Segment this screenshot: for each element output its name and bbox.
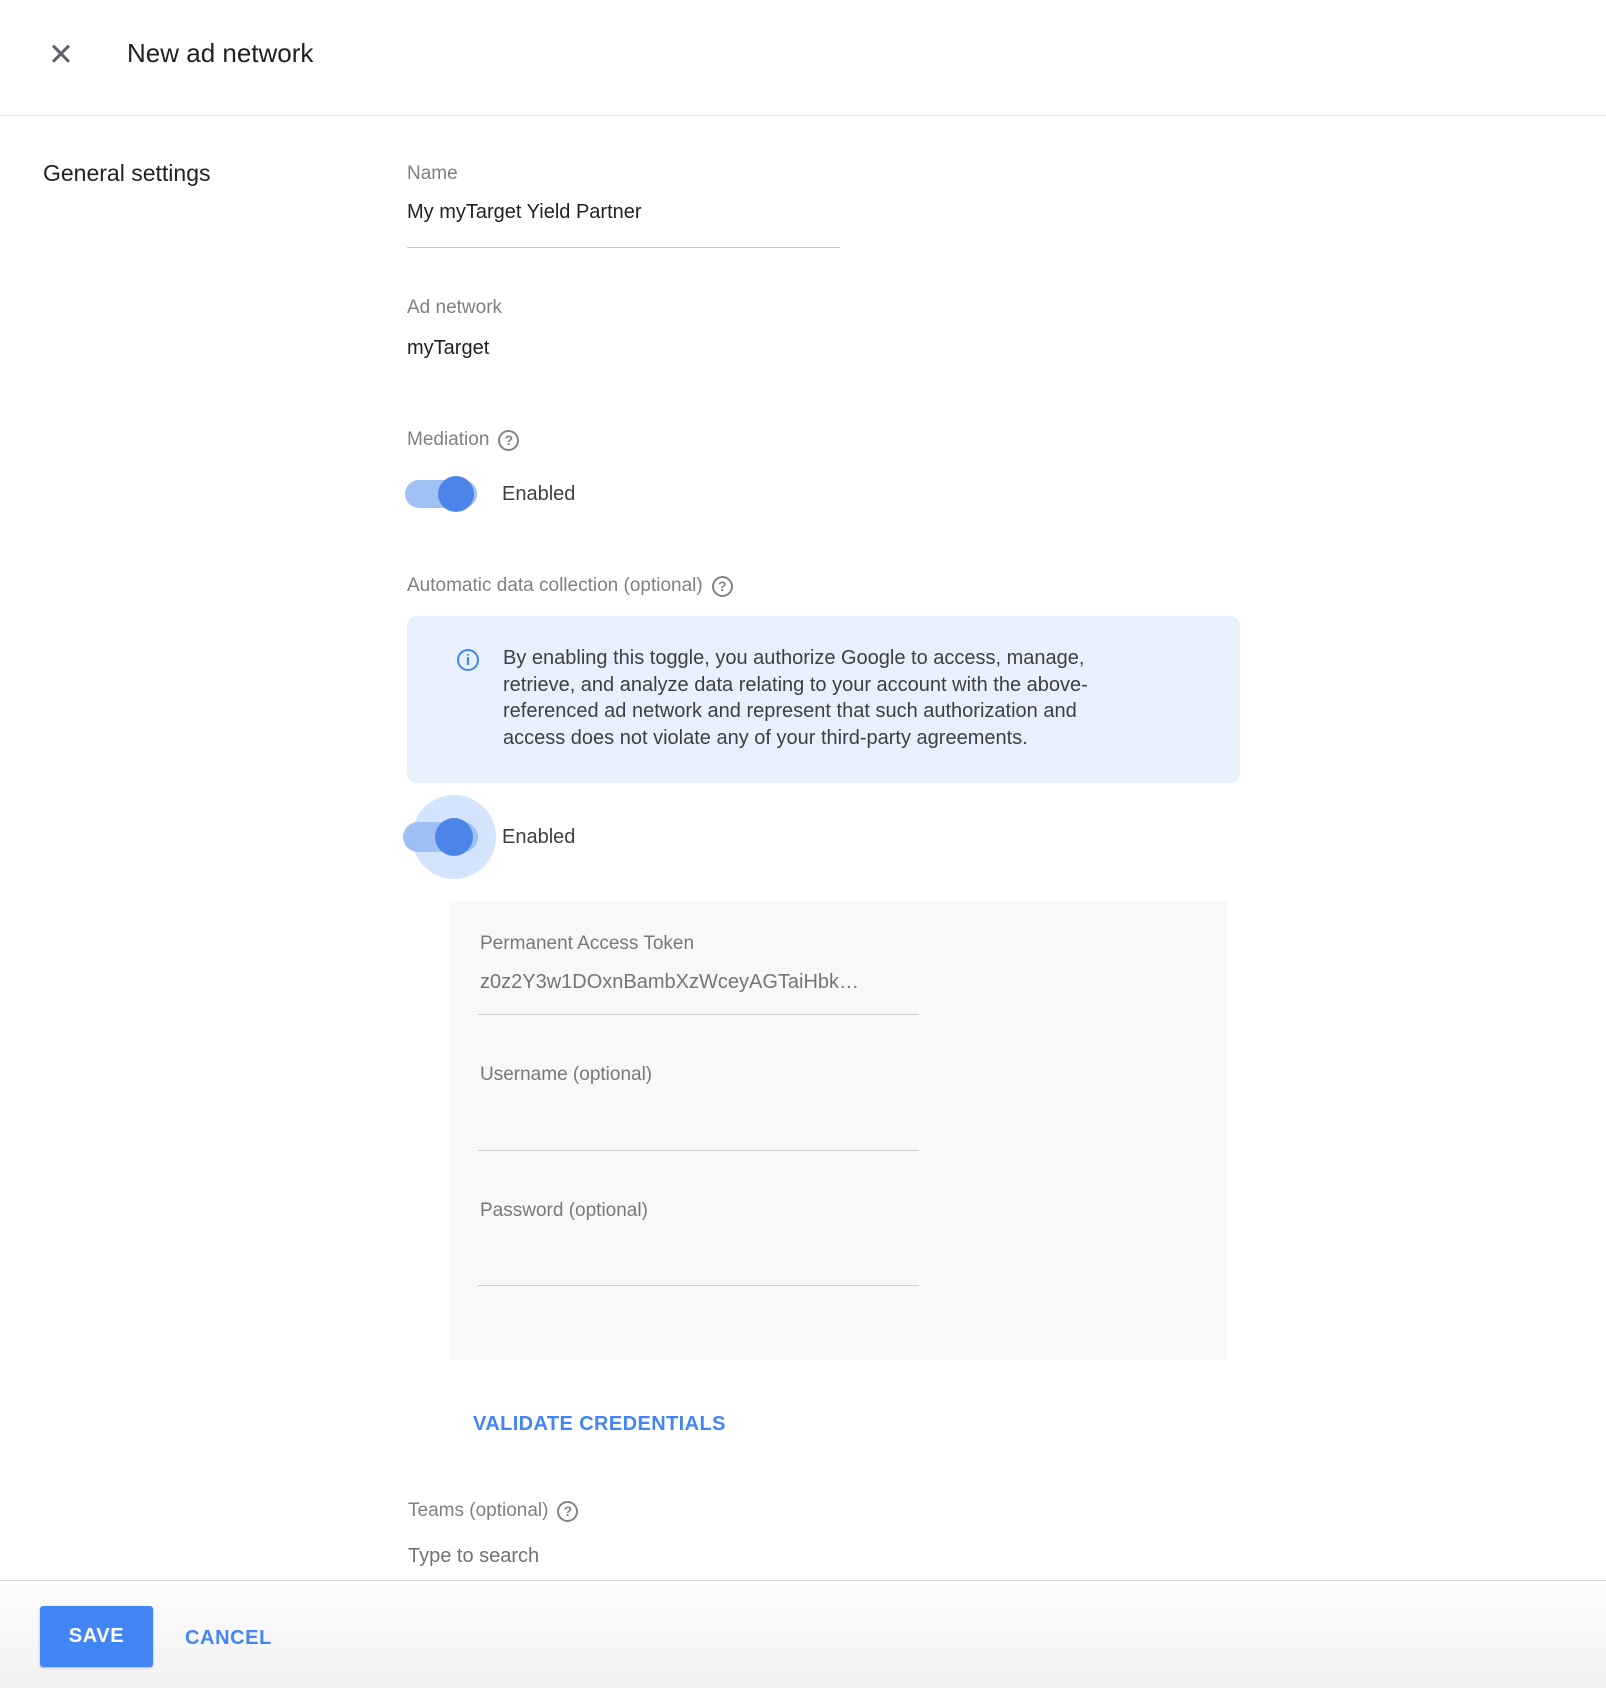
access-token-label: Permanent Access Token	[480, 933, 695, 954]
ad-network-value: myTarget	[407, 337, 490, 359]
notice-line: referenced ad network and represent that such authorization and	[503, 700, 1077, 722]
access-token-underline	[478, 1014, 919, 1015]
teams-label: Teams (optional)	[408, 1500, 549, 1521]
notice-line: access does not violate any of your third-party agreements.	[503, 726, 1028, 749]
mediation-state-label: Enabled	[502, 483, 576, 505]
mediation-label: Mediation	[407, 429, 490, 450]
validate-credentials-button[interactable]: VALIDATE CREDENTIALS	[473, 1413, 726, 1435]
teams-help-icon[interactable]: ?	[557, 1501, 578, 1522]
close-icon[interactable]: ✕	[48, 37, 74, 72]
password-underline	[478, 1285, 919, 1286]
mediation-label-row	[407, 429, 519, 451]
name-input-underline	[407, 247, 840, 248]
notice-line: retrieve, and analyze data relating to your account with the above-	[503, 673, 1088, 696]
dialog-header	[0, 0, 1606, 116]
auto-data-collection-toggle-knob	[435, 818, 473, 856]
access-token-input[interactable]: z0z2Y3w1DOxnBambXzWceyAGTaiHbk…	[480, 971, 860, 993]
dialog-title: New ad network	[127, 38, 314, 68]
authorization-notice	[407, 616, 1240, 783]
save-button[interactable]: SAVE	[40, 1606, 153, 1667]
mediation-toggle-knob	[438, 476, 474, 512]
password-label: Password (optional)	[480, 1200, 648, 1221]
mediation-toggle[interactable]	[405, 480, 479, 508]
auto-data-collection-label: Automatic data collection (optional)	[407, 575, 703, 596]
authorization-notice-text	[503, 645, 1088, 751]
name-input[interactable]: My myTarget Yield Partner	[407, 201, 642, 223]
teams-search-input[interactable]: Type to search	[408, 1545, 540, 1567]
mediation-help-icon[interactable]: ?	[498, 430, 519, 451]
username-underline	[478, 1150, 919, 1151]
notice-line: By enabling this toggle, you authorize Google to access, manage,	[503, 647, 1085, 669]
teams-label-row	[408, 1500, 578, 1522]
auto-data-collection-toggle[interactable]	[403, 822, 480, 852]
cancel-button[interactable]: CANCEL	[185, 1627, 272, 1649]
auto-data-collection-state-label: Enabled	[502, 826, 576, 848]
dialog-footer	[0, 1580, 1606, 1688]
auto-data-collection-help-icon[interactable]: ?	[712, 576, 733, 597]
general-settings-heading: General settings	[43, 160, 211, 186]
name-label: Name	[407, 163, 458, 184]
ad-network-label: Ad network	[407, 297, 503, 318]
credentials-panel	[450, 901, 1227, 1360]
auto-data-collection-label-row	[407, 575, 733, 597]
username-label: Username (optional)	[480, 1064, 653, 1085]
info-icon: i	[457, 649, 479, 671]
